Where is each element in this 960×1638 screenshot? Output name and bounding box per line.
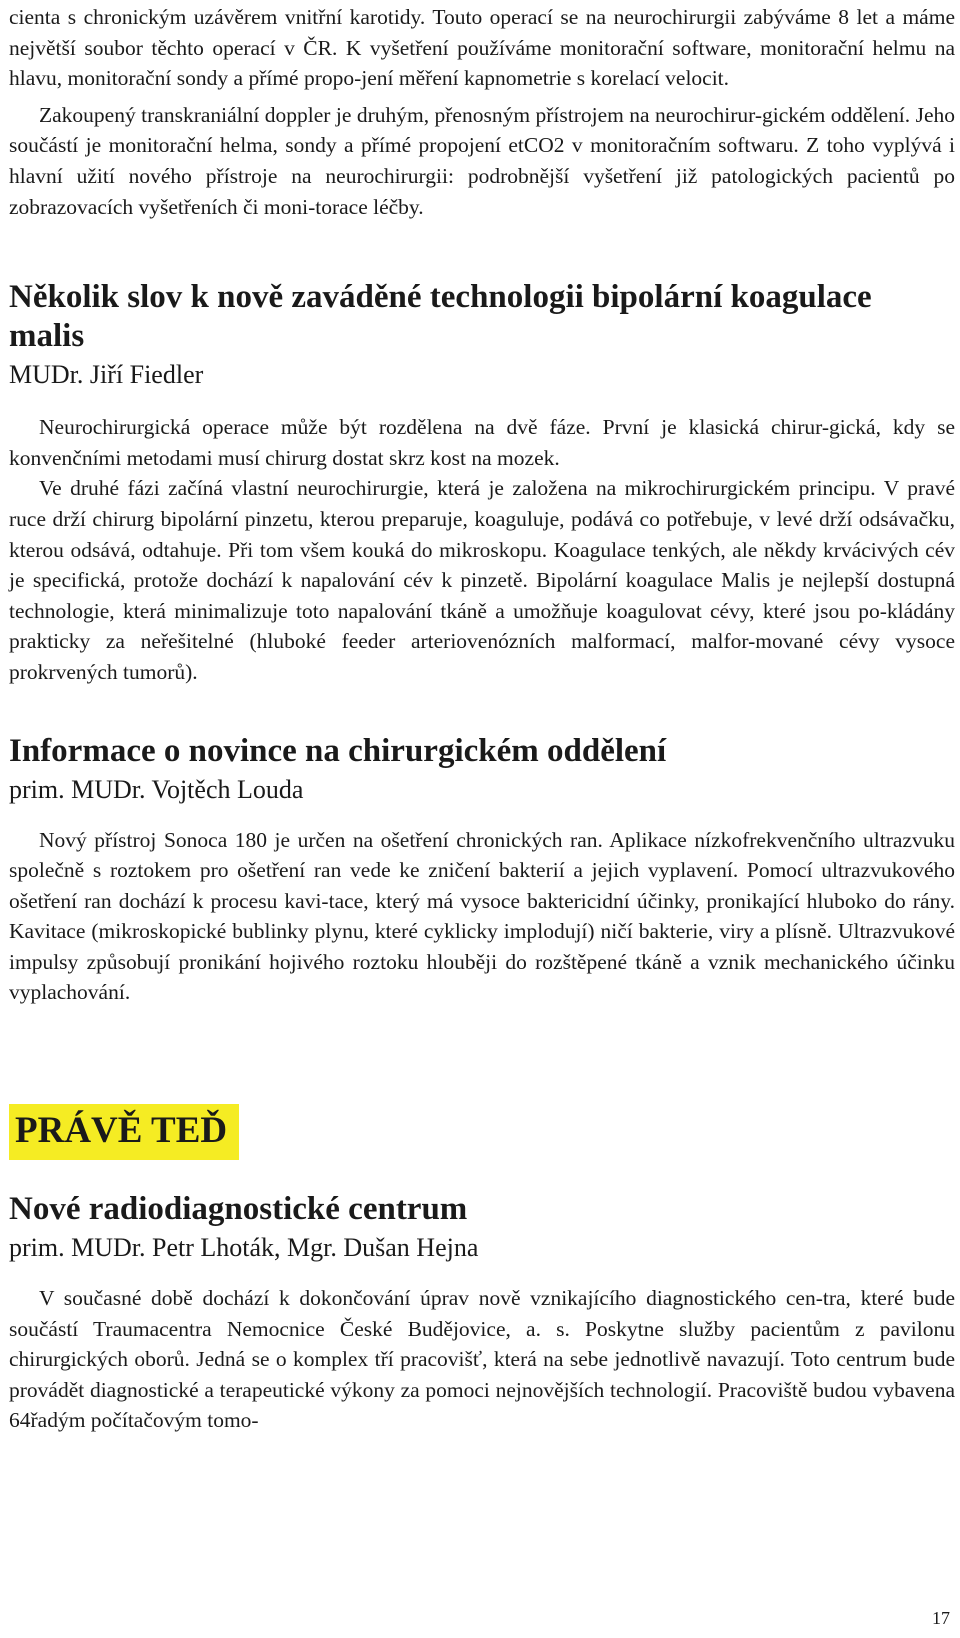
prave-ted-banner: PRÁVĚ TEĎ [9,1104,239,1160]
section-author-lhotak-hejna: prim. MUDr. Petr Lhoták, Mgr. Dušan Hejna [9,1233,479,1263]
section3-paragraph-1: V současné době dochází k dokončování úprav nově vznikajícího diagnostického cen-tra, které bude součástí Traumacentra Nemocnice České Budějovice, a. s. Poskytne služby pacientům z pavilonu chirurgických oborů. Jedná se o komplex tří pracovišť, která na sebe jednotlivě navazují. Toto centrum bude provádět diagnostické a terapeutické výkony za pomoci nejnovějších technologií. Pracoviště budou vybavena 64řadým počítačovým tomo- [9,1286,955,1433]
document-page [9,0,955,1436]
section-title-radiodiagnostic-center: Nové radiodiagnostické centrum [9,1191,468,1228]
section-author-louda: prim. MUDr. Vojtěch Louda [9,774,304,804]
section1-paragraph-1: Neurochirurgická operace může být rozdělena na dvě fáze. První je klasická chirur-gická, kdy se konvenčními metodami musí chirurg dostat skrz kost na mozek. [9,415,955,470]
section-title-surgery-news: Informace o novince na chirurgickém oddělení [9,732,667,769]
section-author-fiedler: MUDr. Jiří Fiedler [9,360,204,390]
page-number: 17 [932,1608,950,1628]
intro-paragraph-1: cienta s chronickým uzávěrem vnitřní karotidy. Touto operací se na neurochirurgii zabýváme 8 let a máme největší soubor těchto operací v ČR. K vyšetření používáme monitorační software, monitorační helmu na hlavu, monitorační sondy a přímé propo-jení měření kapnometrie s korelací velocit. [9,5,955,91]
section2-paragraph-1: Nový přístroj Sonoca 180 je určen na ošetření chronických ran. Aplikace nízkofrekvenčního ultrazvuku společně s roztokem pro ošetření ran vede ke zničení bakterií a jejich vyplavení. Pomocí ultrazvukového ošetření ran dochází k procesu kavi-tace, který má vysoce baktericidní účinky, pronikající hluboko do rány. Kavitace (mikroskopické bublinky plynu, které cyklicky implodují) ničí bakterie, viry a plísně. Ultrazvukové impulsy způsobují pronikání hojivého roztoku hlouběji do rozštěpené tkáně a vznik mechanického účinku vyplachování. [9,827,955,1005]
section-title-bipolar-coagulation: Několik slov k nově zaváděné technologii bipolární koagulace malis [9,279,872,355]
intro-paragraph-2: Zakoupený transkraniální doppler je druhým, přenosným přístrojem na neurochirur-gickém oddělení. Jeho součástí je monitorační helma, sondy a přímé propojení etCO2 v monitoračním softwaru. Z toho vyplývá i hlavní užití nového přístroje na neurochirurgii: podrobnější vyšetření již patologických pacientů po zobrazovacích vyšetřeních či moni-torace léčby. [9,102,955,219]
section1-paragraph-2: Ve druhé fázi začíná vlastní neurochirurgie, která je založena na mikrochirurgickém principu. V pravé ruce drží chirurg bipolární pinzetu, kterou preparuje, koaguluje, podává co potřebuje, v levé drží odsávačku, kterou odsává, odtahuje. Při tom všem kouká do mikroskopu. Koagulace tenkých, ale někdy krvácivých cév je specifická, protože dochází k napalování cév k pinzetě. Bipolární koagulace Malis je nejlepší dostupná technologie, která minimalizuje toto napalování tkáně a umožňuje koagulovat cévy, které jsou po-kládány prakticky za neřešitelné (hluboké feeder arteriovenózních malformací, malfor-mované cévy vysoce prokrvených tumorů). [9,476,955,684]
